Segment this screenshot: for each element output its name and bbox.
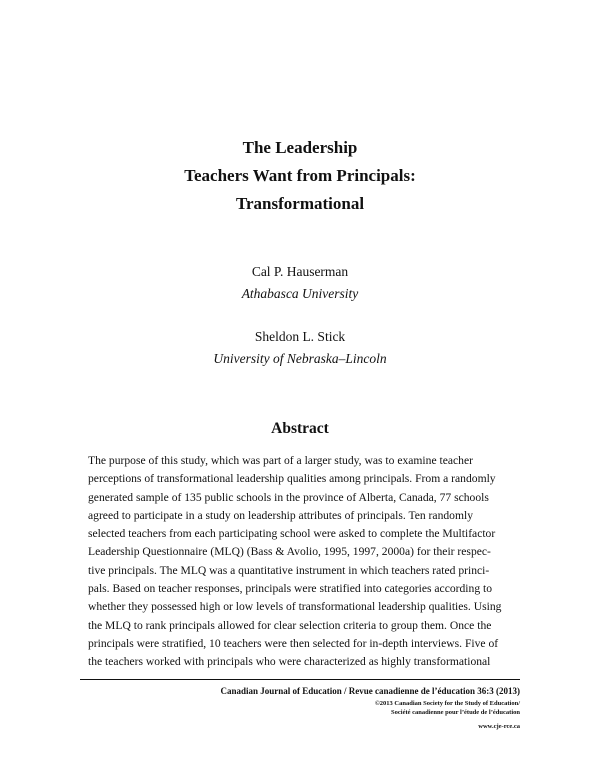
title-line: The Leadership [242,138,358,157]
abstract-line: generated sample of 135 public schools in the province of Alberta, Canada, 77 schools [88,490,489,504]
journal-citation: Canadian Journal of Education / Revue canadienne de l’éducation 36:3 (2013) [220,686,520,696]
author-name: Cal P. Hauserman [251,264,349,279]
footer-divider [80,679,520,680]
paper-title [0,134,600,218]
abstract-text [88,452,518,672]
author-block [0,326,600,370]
abstract-line: agreed to participate in a study on leadership attributes of principals. Ten randomly [88,508,473,522]
abstract-heading: Abstract [271,420,329,437]
copyright-line: ©2013 Canadian Society for the Study of Education/ [374,700,520,707]
abstract-line: whether they possessed high or low levels of transformational leadership qualities. Using [88,600,502,614]
author-affiliation: University of Nebraska–Lincoln [213,351,387,366]
abstract-line: pals. Based on teacher responses, principals were stratified into categories according to [88,582,493,596]
abstract-line: the MLQ to rank principals allowed for clear selection criteria to group them. Once the [88,618,492,632]
author-affiliation: Athabasca University [241,286,359,301]
author-block [0,261,600,305]
author-name: Sheldon L. Stick [254,329,346,344]
abstract-line: The purpose of this study, which was part of a larger study, was to examine teacher [88,454,473,467]
abstract-line: Leadership Questionnaire (MLQ) (Bass & Avolio, 1995, 1997, 2000a) for their respec- [88,545,491,559]
title-line: Transformational [235,194,365,213]
abstract-line: principals were stratified, 10 teachers were then selected for in-depth interviews. Five of [88,636,499,650]
abstract-line: perceptions of transformational leadership qualities among principals. From a randomly [88,472,496,486]
title-line: Teachers Want from Principals: [184,166,416,185]
abstract-line: selected teachers from each participating school were asked to complete the Multifactor [88,527,496,541]
abstract-line: the teachers worked with principals who were characterized as highly transformational [88,655,491,669]
copyright-line: Société canadienne pour l’étude de l’éducation [391,709,520,716]
abstract-line: tive principals. The MLQ was a quantitative instrument in which teachers rated princi- [88,563,490,577]
journal-url: www.cje-rce.ca [478,723,520,730]
